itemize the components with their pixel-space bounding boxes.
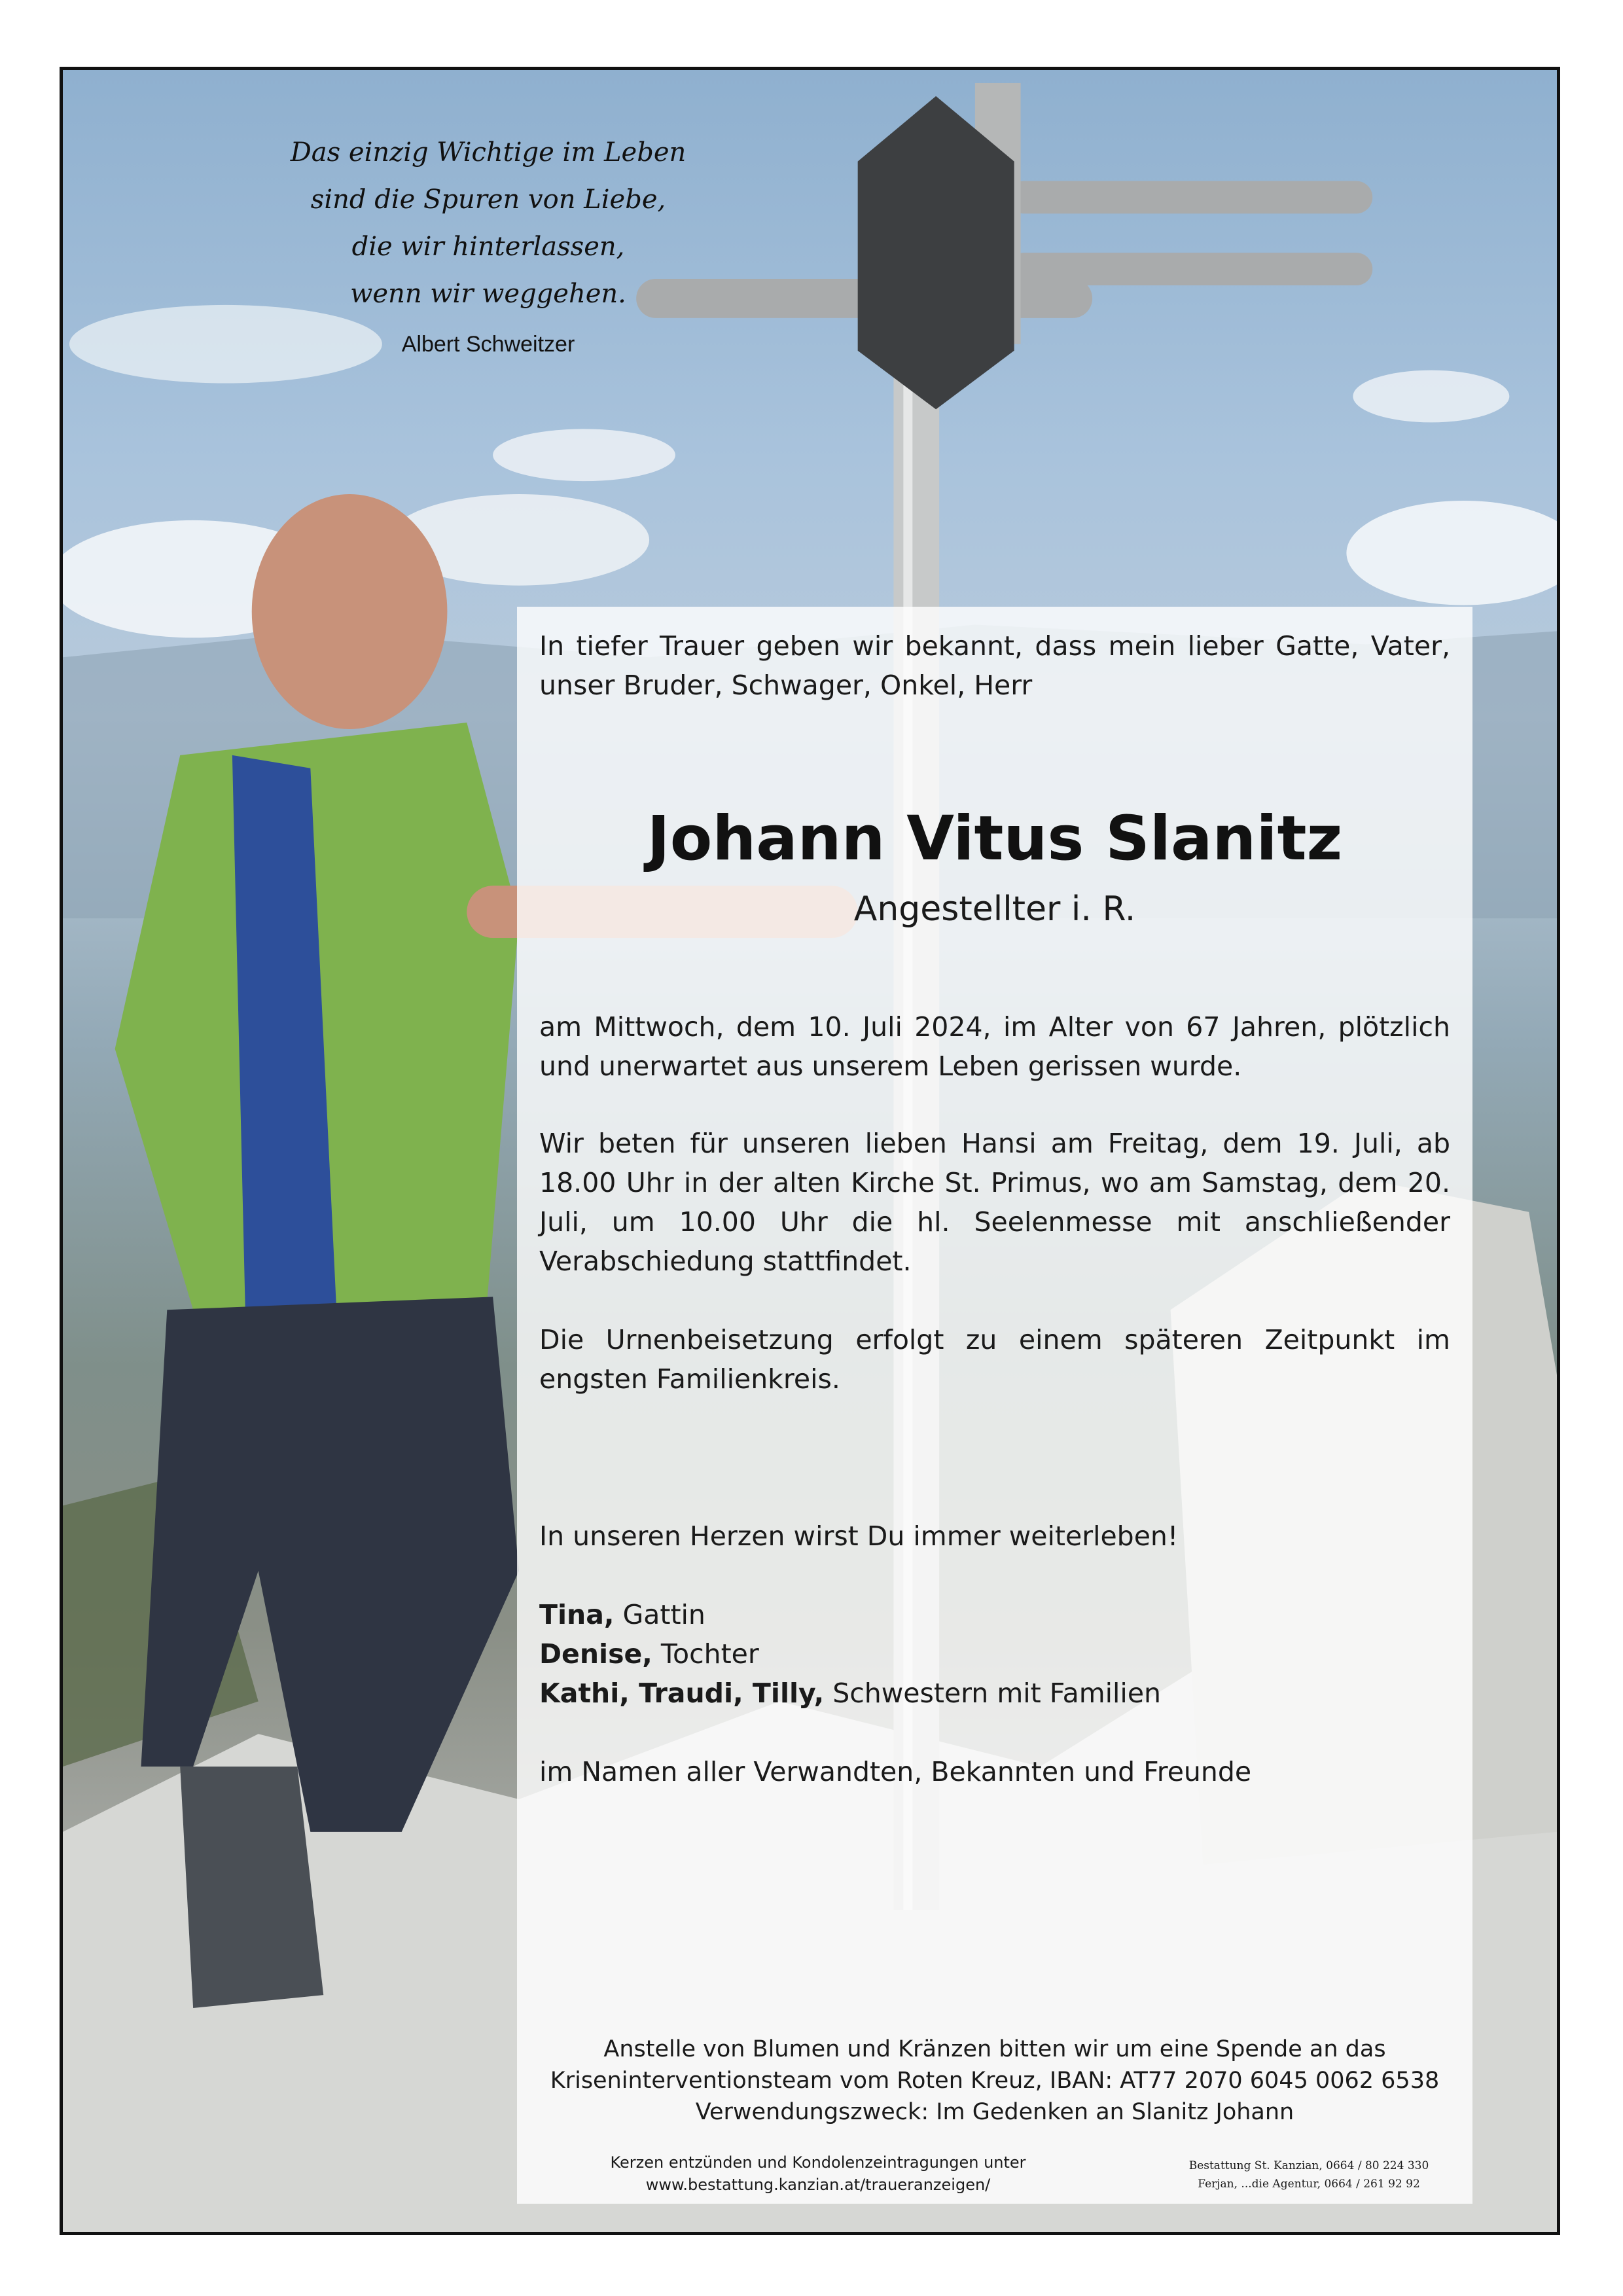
quote-line: die wir hinterlassen, (351, 232, 625, 262)
notice-panel (517, 607, 1472, 2204)
on-behalf-text: im Namen aller Verwandten, Bekannten und Freunde (539, 1756, 1252, 1787)
funeral-home-info (1171, 2157, 1446, 2193)
mourner-line (539, 1674, 1161, 1713)
mourner-names: Kathi, Traudi, Tilly, (539, 1677, 825, 1709)
closing-text: In unseren Herzen wirst Du immer weiterleben! (539, 1520, 1179, 1552)
mourner-relation: Schwestern mit Familien (824, 1677, 1162, 1709)
mourner-line (539, 1595, 705, 1634)
funeral-home-line: Bestattung St. Kanzian, 0664 / 80 224 330 (1188, 2159, 1429, 2172)
donation-note (517, 2034, 1472, 2128)
donation-line: Verwendungszweck: Im Gedenken an Slanitz Johann (695, 2099, 1294, 2125)
death-text: am Mittwoch, dem 10. Juli 2024, im Alter von 67 Jahren, plötzlich und unerwartet aus unserem Leben gerissen wurde. (539, 1011, 1450, 1082)
mourner-names: Tina, (539, 1599, 615, 1630)
donation-line: Kriseninterventionsteam vom Roten Kreuz, IBAN: AT77 2070 6045 0062 6538 (550, 2068, 1440, 2094)
burial-text: Die Urnenbeisetzung erfolgt zu einem späteren Zeitpunkt im engsten Familienkreis. (539, 1324, 1450, 1395)
mourner-names: Denise, (539, 1638, 652, 1670)
deceased-name: Johann Vitus Slanitz (647, 803, 1343, 874)
mourner-relation: Gattin (614, 1599, 705, 1630)
donation-line: Anstelle von Blumen und Kränzen bitten wir um eine Spende an das (603, 2036, 1386, 2062)
quote-line: wenn wir weggehen. (350, 279, 626, 309)
quote-author: Albert Schweitzer (401, 332, 575, 357)
funeral-home-line: Ferjan, ...die Agentur, 0664 / 261 92 92 (1198, 2178, 1420, 2191)
service-text: Wir beten für unseren lieben Hansi am Freitag, dem 19. Juli, ab 18.00 Uhr in der alten Kirche St. Primus, wo am Samstag, dem 20. Juli, um 10.00 Uhr die hl. Seelenmesse mit anschließender Verabschiedung stattfindet. (539, 1128, 1450, 1277)
quote-line: Das einzig Wichtige im Leben (290, 137, 687, 168)
quote-line: sind die Spuren von Liebe, (310, 185, 666, 215)
deceased-title: Angestellter i. R. (853, 889, 1136, 929)
mourner-relation: Tochter (652, 1638, 759, 1670)
condolence-info (556, 2151, 1080, 2196)
mourner-line (539, 1634, 759, 1674)
notice-frame (60, 67, 1560, 2235)
quote (161, 129, 815, 317)
intro-text: In tiefer Trauer geben wir bekannt, dass mein lieber Gatte, Vater, unser Bruder, Schwager, Onkel, Herr (539, 630, 1450, 701)
condolence-line: Kerzen entzünden und Kondolenzeintragungen unter (610, 2153, 1026, 2172)
condolence-link[interactable]: www.bestattung.kanzian.at/traueranzeigen/ (645, 2176, 991, 2194)
